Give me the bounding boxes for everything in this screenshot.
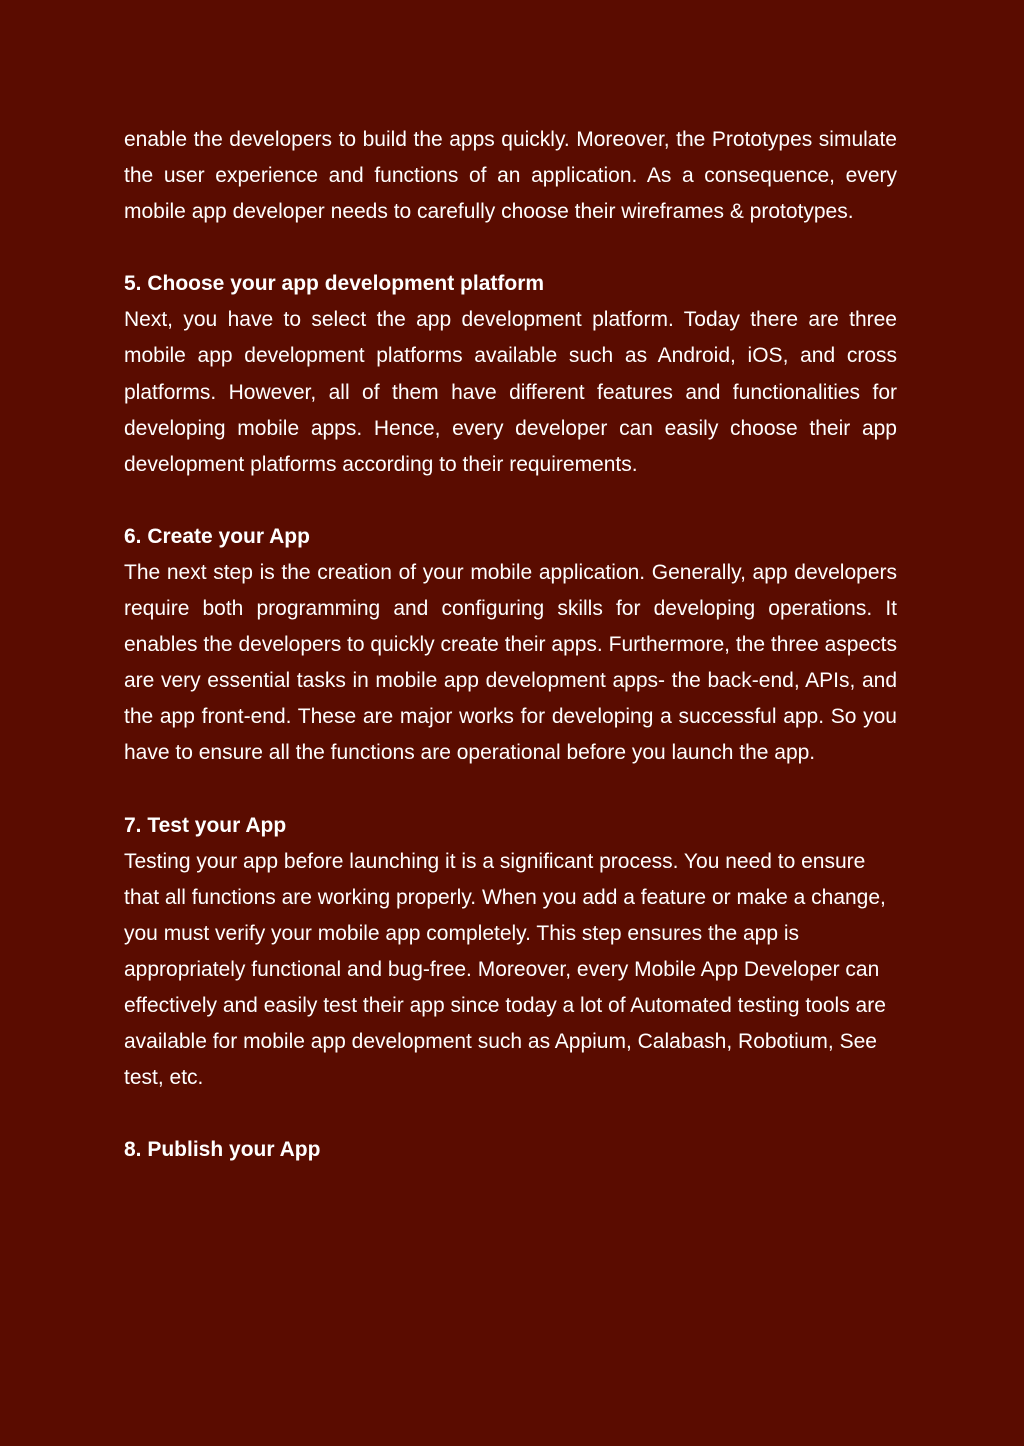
section-heading-publish-app: 8. Publish your App [124, 1138, 321, 1162]
document-content [124, 122, 897, 1168]
section-heading-create-app: 6. Create your App [124, 524, 310, 548]
section-body-create-app: The next step is the creation of your mobile application. Generally, app developers require both programming and configuring skills for developing operations. It enables the developers to quickly create their apps. Furthermore, the three aspects are very essential tasks in mobile app development apps- the back-end, APIs, and the app front-end. These are major works for developing a successful app. So you have to ensure all the functions are operational before you launch the app. [124, 560, 897, 765]
intro-paragraph: enable the developers to build the apps quickly. Moreover, the Prototypes simulate the user experience and functions of an application. As a consequence, every mobile app developer needs to carefully choose their wireframes & prototypes. [124, 128, 897, 224]
section-body-test-app: Testing your app before launching it is a significant process. You need to ensure that all functions are working properly. When you add a feature or make a change, you must verify your mobile app completely. This step ensures the app is appropriately functional and bug-free. Moreover, every Mobile App Developer can effectively and easily test their app since today a lot of Automated testing tools are available for mobile app development such as Appium, Calabash, Robotium, See test, etc. [124, 849, 886, 1090]
section-heading-test-app: 7. Test your App [124, 813, 287, 837]
section-heading-platform: 5. Choose your app development platform [124, 272, 545, 296]
section-body-platform: Next, you have to select the app development platform. Today there are three mobile app development platforms available such as Android, iOS, and cross platforms. However, all of them have different features and functionalities for developing mobile apps. Hence, every developer can easily choose their app development platforms according to their requirements. [124, 308, 897, 476]
